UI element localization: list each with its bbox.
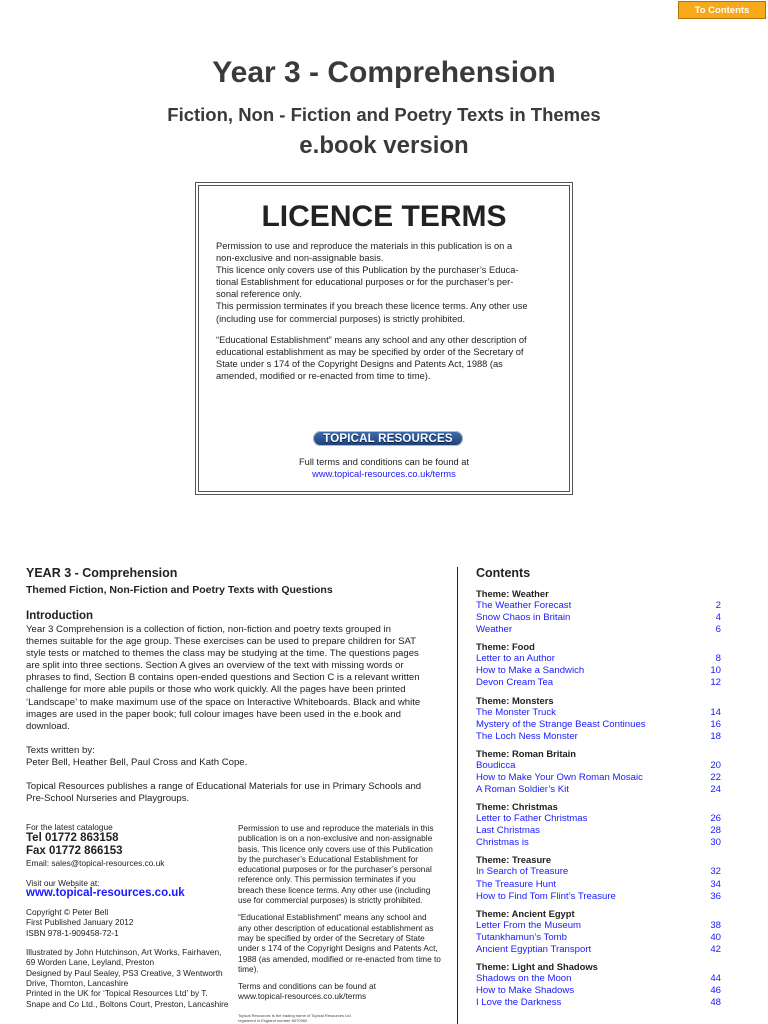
text-line: Permission to use and reproduce the materials in this <box>238 823 434 833</box>
theme-heading: Theme: Ancient Egypt <box>476 907 575 919</box>
text-line: are split into three sections. Section A gives an overview of the text with missing words or <box>26 660 404 672</box>
introduction-body <box>26 624 446 817</box>
text-line: educational purposes or for the purchaser’s personal <box>238 864 432 875</box>
licence-paragraph-2 <box>216 334 561 382</box>
entry-page-number: 12 <box>710 677 721 689</box>
contents-entry[interactable] <box>476 813 721 825</box>
contents-theme <box>476 908 721 956</box>
text-line: challenge for more able pupils or those who work quickly. All the pages have been printed <box>26 684 406 696</box>
contents-entry[interactable] <box>476 879 721 891</box>
text-line: Illustrated by John Hutchinson, Art Works, Fairhaven, <box>26 947 222 958</box>
entry-title: The Loch Ness Monster <box>476 730 578 742</box>
contents-entry[interactable] <box>476 772 721 784</box>
entry-title: A Roman Soldier’s Kit <box>476 784 569 796</box>
contents-entry[interactable] <box>476 784 721 796</box>
entry-page-number: 8 <box>715 653 721 665</box>
entry-title: I Love the Darkness <box>476 997 562 1009</box>
table-of-contents <box>476 566 721 1014</box>
text-line: use for commercial purposes) is strictly prohibited. <box>238 895 423 906</box>
entry-title: The Monster Truck <box>476 706 556 718</box>
entry-page-number: 32 <box>710 866 721 878</box>
contents-entry[interactable] <box>476 719 721 731</box>
text-line: 1988 (as amended, modified or re-enacted from time to <box>238 953 441 964</box>
text-line: educational establishment as may be specified by order of the Secretary of <box>216 347 524 358</box>
text-line: tional Establishment for educational purposes or for the purchaser’s per- <box>216 277 514 288</box>
contents-theme <box>476 961 721 1009</box>
entry-title: Snow Chaos in Britain <box>476 612 571 624</box>
text-line: any other description of educational establishment as <box>238 922 434 933</box>
contents-entry[interactable] <box>476 825 721 837</box>
text-line: State under s 174 of the Copyright Designs and Patents Act, 1988 (as <box>216 359 503 370</box>
page-subtitle: Fiction, Non - Fiction and Poetry Texts in Themes <box>167 104 601 125</box>
entry-page-number: 40 <box>710 931 721 943</box>
text-line: Terms and conditions can be found at <box>238 981 376 992</box>
book-heading: YEAR 3 - Comprehension <box>26 566 178 580</box>
email-address[interactable]: Email: sales@topical-resources.co.uk <box>26 858 165 869</box>
contents-entry[interactable] <box>476 612 721 624</box>
entry-page-number: 10 <box>710 665 721 677</box>
copyright-info <box>26 907 231 938</box>
entry-title: Tutankhamun’s Tomb <box>476 931 568 943</box>
entry-page-number: 30 <box>710 837 721 849</box>
entry-title: How to Make Shadows <box>476 985 575 997</box>
entry-page-number: 2 <box>715 600 721 611</box>
contents-entry[interactable] <box>476 920 721 932</box>
contents-entry[interactable] <box>476 973 721 985</box>
entry-page-number: 46 <box>710 985 721 997</box>
text-line: Copyright © Peter Bell <box>26 907 109 918</box>
text-line: images are used in the paper book; full colour images have been used in the e.book and <box>26 708 401 720</box>
text-line: “Educational Establishment” means any school and <box>238 912 427 923</box>
text-line: ISBN 978-1-909458-72-1 <box>26 927 119 938</box>
contents-entry[interactable] <box>476 932 721 944</box>
text-line: style tests or matched to themes the class may be studying at the time. The questions pages <box>26 648 419 660</box>
contents-entry[interactable] <box>476 944 721 956</box>
text-line: time). <box>238 963 259 974</box>
licence-terms-box <box>195 182 573 495</box>
theme-heading: Theme: Roman Britain <box>476 747 577 759</box>
text-line: Peter Bell, Heather Bell, Paul Cross and Kath Cope. <box>26 756 248 768</box>
permission-block <box>238 823 453 1023</box>
text-line: This licence only covers use of this Publication by the purchaser’s Educa- <box>216 265 519 276</box>
entry-title: In Search of Treasure <box>476 866 569 878</box>
text-line: Topical Resources publishes a range of Educational Materials for use in Primary Schools and <box>26 781 422 793</box>
text-line: This permission terminates if you breach these licence terms. Any other use <box>216 301 528 312</box>
text-line: Snape and Co Ltd., Boltons Court, Preston, Lancashire <box>26 998 229 1009</box>
text-line: “Educational Establishment” means any school and any other description of <box>216 335 527 345</box>
theme-heading: Theme: Treasure <box>476 854 552 866</box>
entry-page-number: 24 <box>710 784 721 796</box>
text-line: themes suitable for the age group. These exercises can be used to prepare children for SAT <box>26 636 417 648</box>
text-line: registered in England number 8070960 <box>238 1017 308 1023</box>
topical-resources-logo: TOPICAL RESOURCES <box>313 431 463 446</box>
text-line: amended, modified or re-enacted from time to time). <box>216 371 431 382</box>
entry-title: How to Make Your Own Roman Mosaic <box>476 771 643 783</box>
entry-title: Christmas is <box>476 837 529 849</box>
fax-number: Fax 01772 866153 <box>26 845 123 858</box>
text-line: Designed by Paul Sealey, PS3 Creative, 3 Wentworth <box>26 967 223 978</box>
text-line: Year 3 Comprehension is a collection of fiction, non-fiction and poetry texts grouped in <box>26 624 391 635</box>
text-line: by the purchaser’s Educational Establishment for <box>238 853 419 864</box>
contents-entry[interactable] <box>476 760 721 772</box>
contents-entry[interactable] <box>476 837 721 849</box>
text-line: Topical Resources is the trading name of Topical Resources Ltd. <box>238 1012 352 1018</box>
text-line: 69 Worden Lane, Leyland, Preston <box>26 957 155 968</box>
text-line: non-exclusive and non-assignable basis. <box>216 253 384 264</box>
theme-heading: Theme: Weather <box>476 588 549 599</box>
entry-page-number: 16 <box>710 718 721 730</box>
licence-paragraph-1 <box>216 240 561 325</box>
catalogue-label: For the latest catalogue <box>26 822 113 832</box>
entry-page-number: 42 <box>710 943 721 955</box>
fine-print <box>238 1013 453 1023</box>
contents-entry[interactable] <box>476 600 721 612</box>
entry-title: Mystery of the Strange Beast Continues <box>476 718 646 730</box>
contents-entry[interactable] <box>476 665 721 677</box>
entry-page-number: 44 <box>710 972 721 984</box>
entry-title: Ancient Egyptian Transport <box>476 943 592 955</box>
to-contents-button[interactable]: To Contents <box>678 1 766 19</box>
entry-page-number: 34 <box>710 878 721 890</box>
text-line: reference only. This permission terminates if you <box>238 874 416 885</box>
theme-heading: Theme: Food <box>476 641 535 653</box>
entry-title: How to Make a Sandwich <box>476 665 585 677</box>
introduction-heading: Introduction <box>26 610 94 622</box>
text-line: www.topical-resources.co.uk/terms <box>238 991 367 1002</box>
contents-list <box>476 588 721 1009</box>
credits-info <box>26 947 231 1009</box>
entry-title: The Treasure Hunt <box>476 878 556 890</box>
theme-heading: Theme: Monsters <box>476 694 554 706</box>
entry-page-number: 28 <box>710 825 721 837</box>
contents-entry[interactable] <box>476 677 721 689</box>
contents-entry[interactable] <box>476 731 721 743</box>
contents-entry[interactable] <box>476 997 721 1009</box>
entry-page-number: 22 <box>710 771 721 783</box>
text-line: under s 174 of the Copyright Designs and Patents Act, <box>238 943 438 954</box>
text-line: ‘Landscape’ to make maximum use of the space on Interactive Whiteboards. Black and white <box>26 696 421 708</box>
entry-title: Shadows on the Moon <box>476 972 572 984</box>
text-line: basis. This licence only covers use of this Publication <box>238 843 433 854</box>
text-line: Texts written by: <box>26 744 95 756</box>
entry-page-number: 48 <box>710 997 721 1009</box>
theme-heading: Theme: Christmas <box>476 801 558 813</box>
page-title: Year 3 - Comprehension <box>212 56 556 89</box>
text-line: Printed in the UK for ‘Topical Resources Ltd’ by T. <box>26 988 208 999</box>
entry-page-number: 36 <box>710 890 721 902</box>
entry-page-number: 20 <box>710 759 721 771</box>
contents-entry[interactable] <box>476 653 721 665</box>
contents-entry[interactable] <box>476 891 721 903</box>
entry-title: How to Find Tom Flint’s Treasure <box>476 890 616 902</box>
text-line: may be specified by order of the Secretary of State <box>238 932 425 943</box>
contents-theme <box>476 588 721 636</box>
entry-title: Weather <box>476 624 513 636</box>
contents-theme <box>476 695 721 743</box>
book-subheading: Themed Fiction, Non-Fiction and Poetry Texts with Questions <box>26 584 333 596</box>
contents-entry[interactable] <box>476 624 721 636</box>
text-line: First Published January 2012 <box>26 917 134 928</box>
text-line: phrases to find, Section B contains open-ended questions and Section C is a relevant written <box>26 672 420 684</box>
entry-title: Last Christmas <box>476 825 540 837</box>
entry-title: The Weather Forecast <box>476 600 572 611</box>
permission-paragraph-2 <box>238 912 453 974</box>
licence-title: LICENCE TERMS <box>261 200 507 233</box>
entry-title: Letter to Father Christmas <box>476 813 588 825</box>
text-line: Permission to use and reproduce the materials in this publication is on a <box>216 241 513 251</box>
text-line: sonal reference only. <box>216 289 302 300</box>
publisher-paragraph <box>26 781 446 805</box>
introduction-paragraph <box>26 624 446 733</box>
text-line: (including use for commercial purposes) is strictly prohibited. <box>216 313 466 324</box>
website-link[interactable]: www.topical-resources.co.uk <box>26 886 185 899</box>
entry-page-number: 6 <box>715 624 721 636</box>
terms-reference <box>238 981 453 1002</box>
contact-block <box>26 822 231 1009</box>
edition-label: e.book version <box>299 132 469 159</box>
contents-theme <box>476 748 721 796</box>
contents-entry[interactable] <box>476 866 721 878</box>
entry-title: Letter to an Author <box>476 653 555 665</box>
text-line: breach these licence terms. Any other use (including <box>238 884 431 895</box>
entry-page-number: 14 <box>710 706 721 718</box>
text-line: Pre-School Nurseries and Playgroups. <box>26 793 190 805</box>
column-divider <box>457 567 458 1024</box>
entry-title: Letter From the Museum <box>476 919 582 931</box>
contents-theme <box>476 854 721 902</box>
authors-paragraph <box>26 745 446 769</box>
contents-entry[interactable] <box>476 985 721 997</box>
contents-heading: Contents <box>476 566 531 580</box>
theme-heading: Theme: Light and Shadows <box>476 960 598 972</box>
licence-terms-link[interactable]: www.topical-resources.co.uk/terms <box>312 469 456 479</box>
contents-entry[interactable] <box>476 707 721 719</box>
licence-footer-text: Full terms and conditions can be found at <box>298 457 470 467</box>
entry-page-number: 38 <box>710 919 721 931</box>
text-line: download. <box>26 720 70 732</box>
permission-paragraph-1 <box>238 823 453 905</box>
visit-website-label: Visit our Website at: <box>26 877 100 888</box>
contents-theme <box>476 641 721 689</box>
telephone-number: Tel 01772 863158 <box>26 832 119 845</box>
entry-page-number: 26 <box>710 813 721 825</box>
entry-page-number: 18 <box>710 730 721 742</box>
entry-page-number: 4 <box>715 612 721 624</box>
entry-title: Boudicca <box>476 759 516 771</box>
contents-theme <box>476 801 721 849</box>
entry-title: Devon Cream Tea <box>476 677 554 689</box>
text-line: publication is on a non-exclusive and non-assignable <box>238 833 433 844</box>
text-line: Drive, Thornton, Lancashire <box>26 977 129 988</box>
